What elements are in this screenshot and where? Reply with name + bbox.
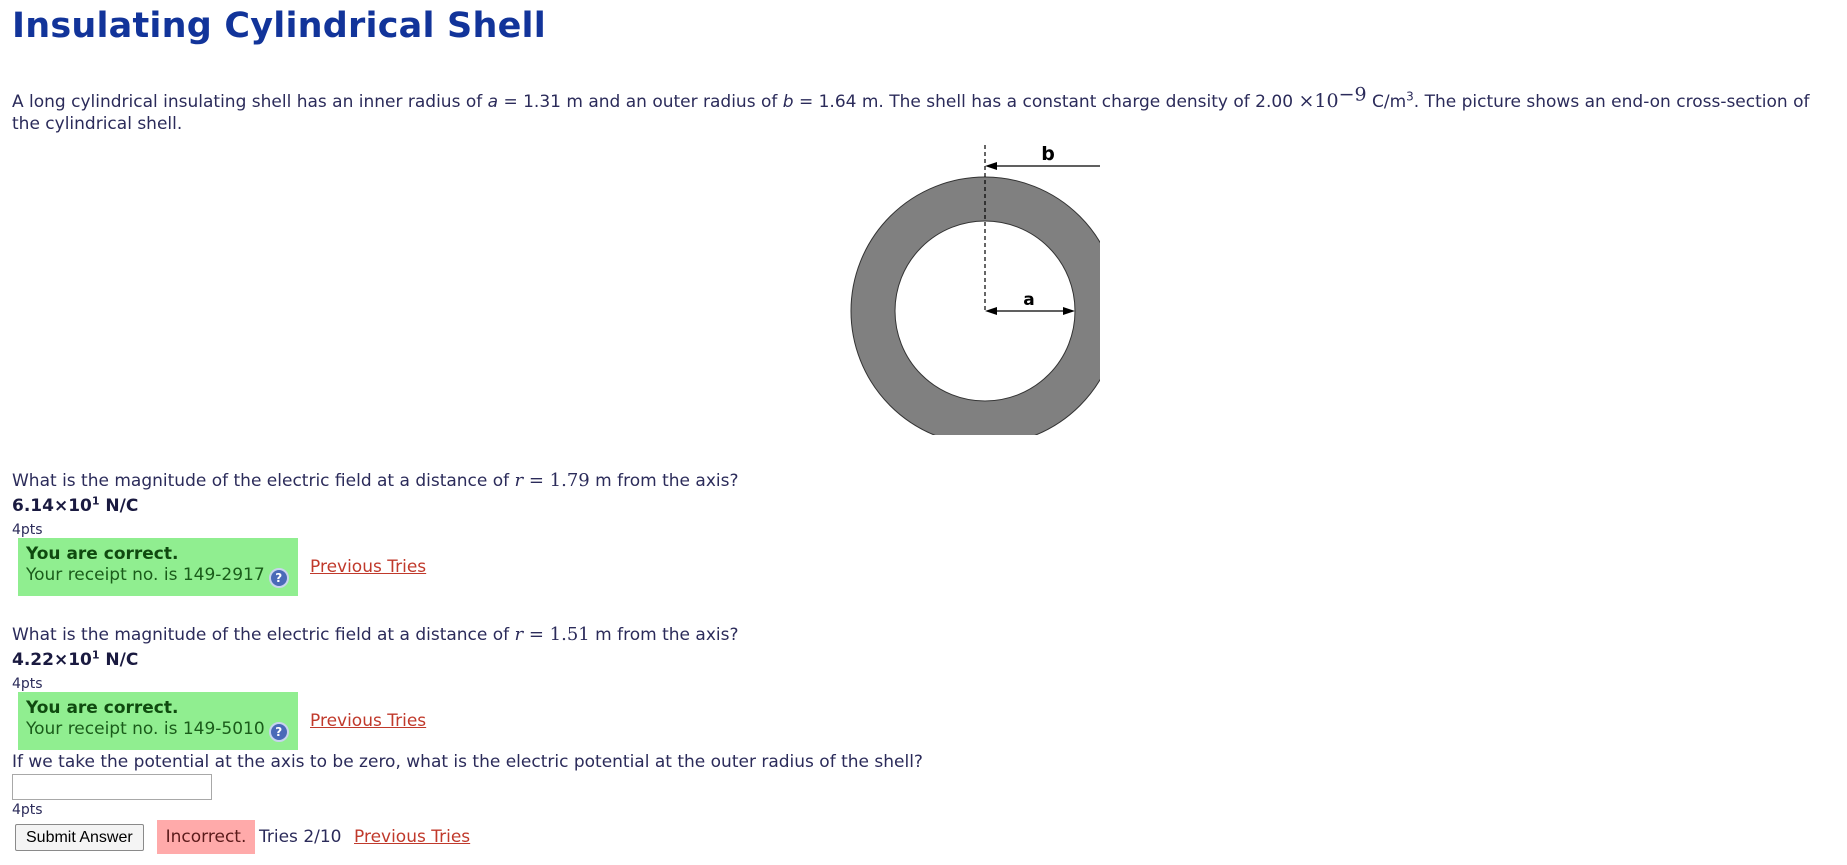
question-2 <box>12 624 738 645</box>
submit-answer-button[interactable]: Submit Answer <box>15 824 144 851</box>
q3-answer-input[interactable] <box>12 774 212 800</box>
sci-exponent: −9 <box>1338 83 1367 106</box>
q1-answer-mantissa: 6.14×10 <box>12 496 92 516</box>
q1-value: = 1.79 <box>523 470 590 491</box>
help-icon[interactable]: ? <box>269 568 289 588</box>
q3-points: 4pts <box>12 802 43 818</box>
intro-text-2: = 1.31 m and an outer radius of <box>498 92 783 112</box>
intro-text-4: . The picture shows an end-on cross-section of the cylindrical shell. <box>12 92 1810 134</box>
q2-var-r: r <box>514 624 524 645</box>
q1-previous-tries-link[interactable]: Previous Tries <box>310 557 427 577</box>
q1-text-end: m from the axis? <box>589 471 739 491</box>
q2-text-end: m from the axis? <box>589 625 739 645</box>
problem-description <box>12 83 1837 135</box>
q1-text: What is the magnitude of the electric field at a distance of <box>12 471 515 491</box>
unit-exponent: 3 <box>1406 89 1414 104</box>
q2-points: 4pts <box>12 676 43 692</box>
q1-answer-unit: N/C <box>99 496 139 516</box>
shell-cross-section-figure <box>810 135 1100 435</box>
var-a: a <box>487 92 499 112</box>
q2-receipt: Your receipt no. is 149-5010 <box>26 719 265 739</box>
q3-tries-count: Tries 2/10 <box>259 827 342 847</box>
b-arrowhead-left <box>985 162 997 170</box>
q1-receipt: Your receipt no. is 149-2917 <box>26 565 265 585</box>
q2-answer-mantissa: 4.22×10 <box>12 650 92 670</box>
intro-unit: C/m <box>1366 92 1407 112</box>
q1-var-r: r <box>514 470 524 491</box>
question-1 <box>12 470 738 491</box>
q3-incorrect-badge: Incorrect. <box>157 820 255 854</box>
q1-answer-exponent: 1 <box>91 494 100 508</box>
question-3: If we take the potential at the axis to be zero, what is the electric potential at the outer radius of the shell? <box>12 752 923 772</box>
var-b: b <box>782 92 794 112</box>
page-title: Insulating Cylindrical Shell <box>12 6 546 46</box>
q2-text: What is the magnitude of the electric field at a distance of <box>12 625 515 645</box>
q1-status-title: You are correct. <box>26 544 179 564</box>
intro-text-1: A long cylindrical insulating shell has an inner radius of <box>12 92 488 112</box>
help-icon[interactable]: ? <box>269 722 289 742</box>
label-a: a <box>1023 290 1035 310</box>
q2-correct-box <box>18 692 298 750</box>
q2-status-title: You are correct. <box>26 698 179 718</box>
q1-points: 4pts <box>12 522 43 538</box>
q2-previous-tries-link[interactable]: Previous Tries <box>310 711 427 731</box>
q1-correct-box <box>18 538 298 596</box>
q2-answer-exponent: 1 <box>91 648 100 662</box>
q2-answer <box>12 650 138 670</box>
label-b: b <box>1041 143 1055 165</box>
sci-base: ×10 <box>1298 90 1339 112</box>
intro-text-3: = 1.64 m. The shell has a constant charge density of 2.00 <box>793 92 1299 112</box>
q2-value: = 1.51 <box>523 624 590 645</box>
q2-answer-unit: N/C <box>99 650 139 670</box>
q3-previous-tries-link[interactable]: Previous Tries <box>354 827 471 847</box>
q1-answer <box>12 496 138 516</box>
